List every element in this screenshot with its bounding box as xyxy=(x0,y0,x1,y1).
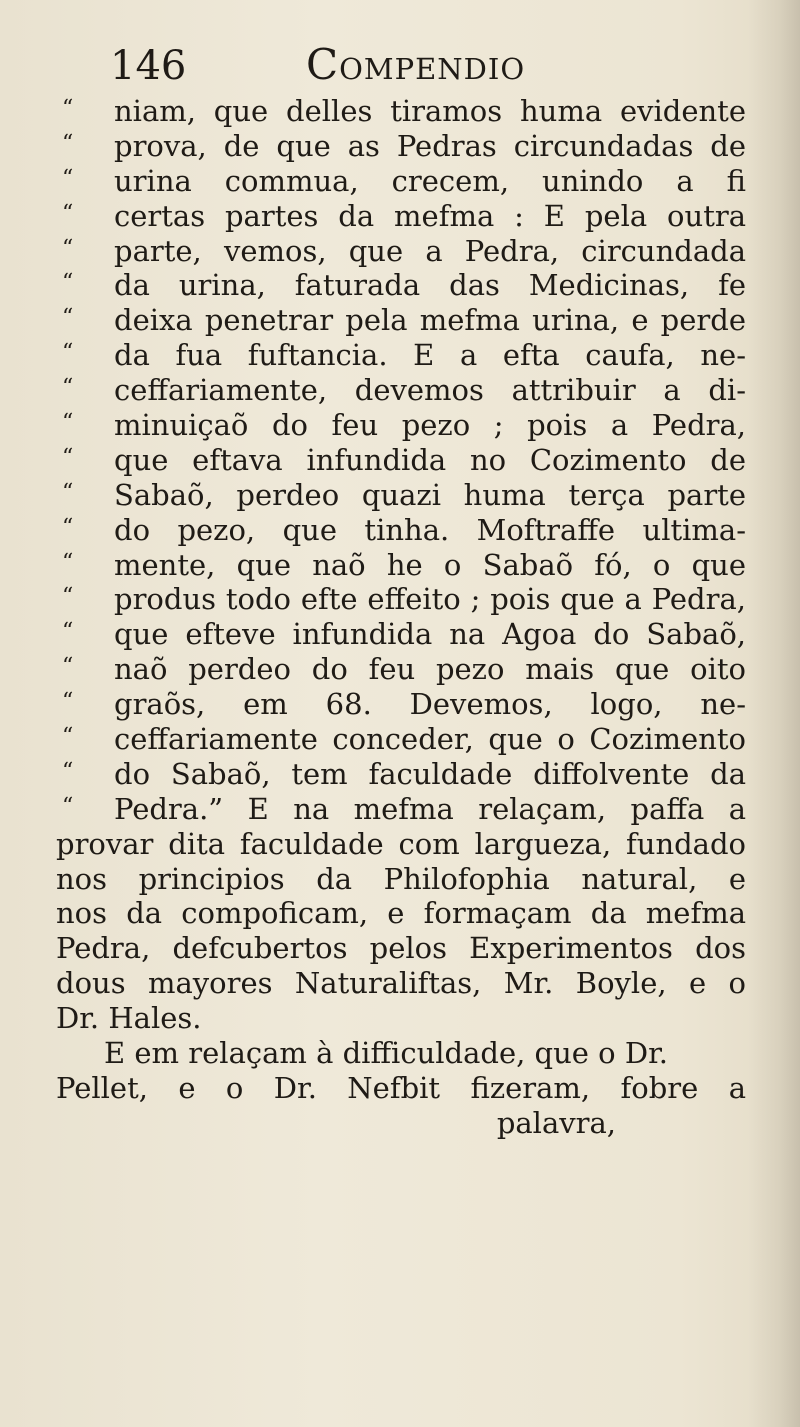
line-text: do pezo, que tinha. Moftraffe ultima- xyxy=(114,512,746,547)
text-line xyxy=(56,652,746,687)
text-line xyxy=(56,896,746,931)
quote-mark: “ xyxy=(62,479,73,505)
line-text: ceffariamente, devemos attribuir a di- xyxy=(114,373,746,408)
text-line xyxy=(56,1036,746,1071)
line-text: E em relaçam à difficuldade, que o Dr. xyxy=(104,1036,668,1071)
text-line xyxy=(56,443,746,478)
text-line xyxy=(56,513,746,548)
text-line xyxy=(56,687,746,722)
text-line xyxy=(56,338,746,373)
text-line xyxy=(56,234,746,269)
line-text: Pedra.” E na mefma relaçam, paffa a xyxy=(114,791,746,826)
quote-mark: “ xyxy=(62,584,73,610)
text-line xyxy=(56,757,746,792)
line-text: urina commua, crecem, unindo a fi xyxy=(114,163,746,198)
line-text: nos da compoficam, e formaçam da mefma xyxy=(56,896,746,931)
line-text: Pedra, defcubertos pelos Experimentos dos xyxy=(56,931,746,966)
line-text: deixa penetrar pela mefma urina, e perde xyxy=(114,303,746,338)
text-line xyxy=(56,373,746,408)
text-line xyxy=(56,129,746,164)
line-text: que eftava infundida no Cozimento de xyxy=(114,442,746,477)
line-text: da urina, faturada das Medicinas, fe xyxy=(114,268,746,303)
text-line xyxy=(56,792,746,827)
text-line xyxy=(56,478,746,513)
page-header xyxy=(110,42,630,92)
text-line xyxy=(56,582,746,617)
line-text: produs todo efte effeito ; pois que a Pedra, xyxy=(114,582,746,617)
quote-mark: “ xyxy=(62,724,73,750)
text-line xyxy=(56,548,746,583)
line-text: certas partes da mefma : E pela outra xyxy=(114,198,746,233)
quote-mark: “ xyxy=(62,200,73,226)
quote-mark: “ xyxy=(62,689,73,715)
text-line xyxy=(56,862,746,897)
line-text: palavra, xyxy=(496,1105,616,1140)
quote-mark: “ xyxy=(62,165,73,191)
text-line xyxy=(56,1106,746,1141)
line-text: Dr. Hales. xyxy=(56,1001,202,1036)
line-text: naõ perdeo do feu pezo mais que oito xyxy=(114,652,746,687)
running-title: Compendio xyxy=(306,40,526,89)
line-text: Pellet, e o Dr. Nefbit fizeram, fobre a xyxy=(56,1070,746,1105)
quote-mark: “ xyxy=(62,619,73,645)
text-line xyxy=(56,722,746,757)
quote-mark: “ xyxy=(62,758,73,784)
text-line xyxy=(56,94,746,129)
line-text: Sabaõ, perdeo quazi huma terça parte xyxy=(114,477,746,512)
quote-mark: “ xyxy=(62,375,73,401)
page-edge-shadow xyxy=(748,0,800,1427)
quote-mark: “ xyxy=(62,305,73,331)
line-text: ceffariamente conceder, que o Cozimento xyxy=(114,722,746,757)
line-text: graõs, em 68. Devemos, logo, ne- xyxy=(114,687,746,722)
page-number: 146 xyxy=(110,43,187,89)
text-line xyxy=(56,1071,746,1106)
line-text: nos principios da Philofophia natural, e xyxy=(56,861,746,896)
text-line xyxy=(56,1001,746,1036)
quote-mark: “ xyxy=(62,270,73,296)
quote-mark: “ xyxy=(62,444,73,470)
line-text: minuiçaõ do feu pezo ; pois a Pedra, xyxy=(114,408,746,443)
text-line xyxy=(56,827,746,862)
line-text: que efteve infundida na Agoa do Sabaõ, xyxy=(114,617,746,652)
line-text: dous mayores Naturaliftas, Mr. Boyle, e o xyxy=(56,966,746,1001)
quote-mark: “ xyxy=(62,549,73,575)
line-text: prova, de que as Pedras circundadas de xyxy=(114,128,746,163)
quote-mark: “ xyxy=(62,340,73,366)
line-text: parte, vemos, que a Pedra, circundada xyxy=(114,233,746,268)
quote-mark: “ xyxy=(62,410,73,436)
quote-mark: “ xyxy=(62,654,73,680)
text-line xyxy=(56,931,746,966)
quote-mark: “ xyxy=(62,514,73,540)
text-line xyxy=(56,268,746,303)
quote-mark: “ xyxy=(62,96,73,121)
quote-mark: “ xyxy=(62,235,73,261)
text-block xyxy=(56,94,746,1141)
text-line xyxy=(56,408,746,443)
line-text: niam, que delles tiramos huma evidente xyxy=(114,94,746,128)
quote-mark: “ xyxy=(62,130,73,156)
text-line xyxy=(56,199,746,234)
text-line xyxy=(56,164,746,199)
text-line xyxy=(56,617,746,652)
text-line xyxy=(56,303,746,338)
text-line xyxy=(56,966,746,1001)
line-text: provar dita faculdade com largueza, fundado xyxy=(56,826,746,861)
quote-mark: “ xyxy=(62,793,73,819)
line-text: da fua fuftancia. E a efta caufa, ne- xyxy=(114,338,746,373)
line-text: mente, que naõ he o Sabaõ fó, o que xyxy=(114,547,746,582)
line-text: do Sabaõ, tem faculdade diffolvente da xyxy=(114,756,746,791)
